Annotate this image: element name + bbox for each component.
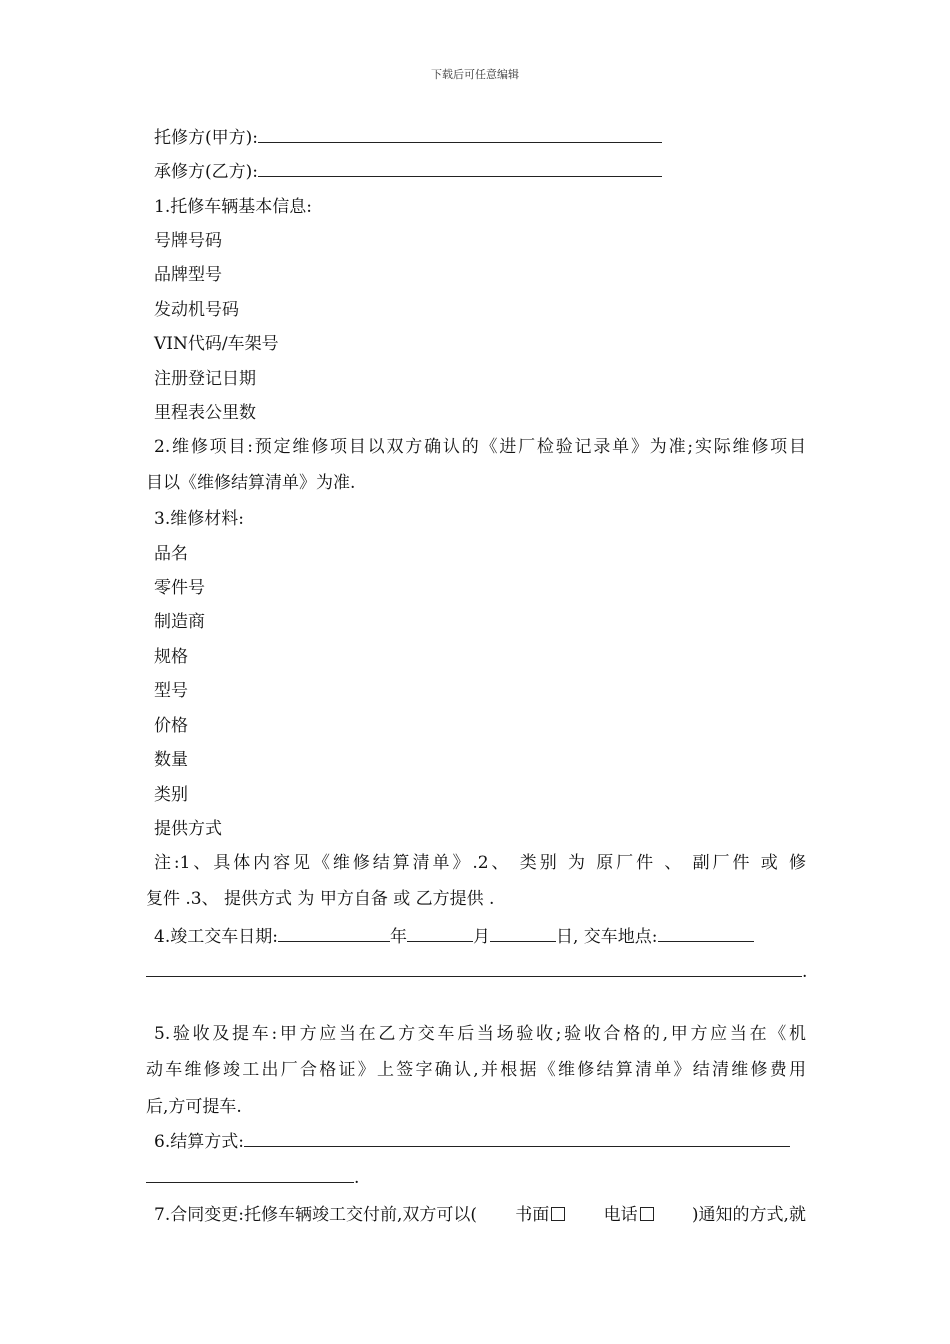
material-field-quantity: 数量 xyxy=(154,750,188,770)
section-4-end: . xyxy=(802,962,808,982)
section-5-line-3: 后,方可提车. xyxy=(146,1097,242,1117)
material-field-price: 价格 xyxy=(154,716,188,736)
section-6-end: . xyxy=(354,1168,360,1188)
day-field[interactable] xyxy=(490,927,556,942)
option-phone-label: 电话 xyxy=(603,1205,638,1225)
party-b-field[interactable] xyxy=(258,162,662,177)
vehicle-field-vin: VIN代码/车架号 xyxy=(154,334,279,354)
settlement-field[interactable] xyxy=(244,1132,790,1147)
section-4-line xyxy=(154,927,754,947)
section-7-line xyxy=(154,1205,806,1225)
note-line-1: 注:1、具体内容见《维修结算清单》.2、 类别 为 原厂件 、 副厂件 或 修 xyxy=(154,853,806,873)
party-b-line xyxy=(154,162,662,182)
party-a-line xyxy=(154,128,662,148)
page-header: 下载后可任意编辑 xyxy=(431,68,519,81)
option-written-label: 书面 xyxy=(515,1205,550,1225)
section-2-line-2: 目以《维修结算清单》为准. xyxy=(146,473,356,493)
section-5-line-2: 动车维修竣工出厂合格证》上签字确认,并根据《维修结算清单》结清维修费用 xyxy=(146,1060,806,1080)
checkbox-written[interactable] xyxy=(551,1207,565,1221)
settlement-label: 6.结算方式: xyxy=(154,1132,244,1152)
material-field-part-no: 零件号 xyxy=(154,578,205,598)
material-field-supply: 提供方式 xyxy=(154,819,222,839)
month-label: 月 xyxy=(472,927,490,947)
delivery-place-field-2[interactable] xyxy=(146,962,802,977)
section-5-line-1: 5.验收及提车:甲方应当在乙方交车后当场验收;验收合格的,甲方应当在《机 xyxy=(154,1024,806,1044)
section-7-after: )通知的方式,就 xyxy=(691,1205,806,1225)
section-2-line-1: 2.维修项目:预定维修项目以双方确认的《进厂检验记录单》为准;实际维修项目 xyxy=(154,437,806,457)
section-7-before: 7.合同变更:托修车辆竣工交付前,双方可以( xyxy=(154,1205,477,1225)
year-label: 年 xyxy=(389,927,407,947)
vehicle-field-plate: 号牌号码 xyxy=(154,231,222,251)
note-line-2: 复件 .3、 提供方式 为 甲方自备 或 乙方提供 . xyxy=(146,889,495,909)
material-field-maker: 制造商 xyxy=(154,612,205,632)
completion-date-label: 4.竣工交车日期: xyxy=(154,927,278,947)
party-a-field[interactable] xyxy=(258,128,662,143)
vehicle-field-engine: 发动机号码 xyxy=(154,300,239,320)
delivery-place-field[interactable] xyxy=(658,927,754,942)
settlement-field-2[interactable] xyxy=(146,1168,354,1183)
party-b-label: 承修方(乙方): xyxy=(154,162,258,182)
section-1-title: 1.托修车辆基本信息: xyxy=(154,197,312,217)
vehicle-field-reg-date: 注册登记日期 xyxy=(154,369,256,389)
section-6-line xyxy=(154,1132,790,1152)
material-field-model: 型号 xyxy=(154,681,188,701)
year-field[interactable] xyxy=(278,927,390,942)
vehicle-field-brand: 品牌型号 xyxy=(154,265,222,285)
vehicle-field-mileage: 里程表公里数 xyxy=(154,403,256,423)
material-field-category: 类别 xyxy=(154,785,188,805)
section-4-continuation xyxy=(146,962,807,982)
material-field-name: 品名 xyxy=(154,544,188,564)
party-a-label: 托修方(甲方): xyxy=(154,128,258,148)
day-and-place-label: 日, 交车地点: xyxy=(555,927,658,947)
month-field[interactable] xyxy=(407,927,473,942)
material-field-spec: 规格 xyxy=(154,647,188,667)
section-3-title: 3.维修材料: xyxy=(154,509,244,529)
checkbox-phone[interactable] xyxy=(640,1207,654,1221)
option-written[interactable] xyxy=(515,1205,565,1225)
option-phone[interactable] xyxy=(604,1205,654,1225)
section-6-continuation xyxy=(146,1168,359,1188)
